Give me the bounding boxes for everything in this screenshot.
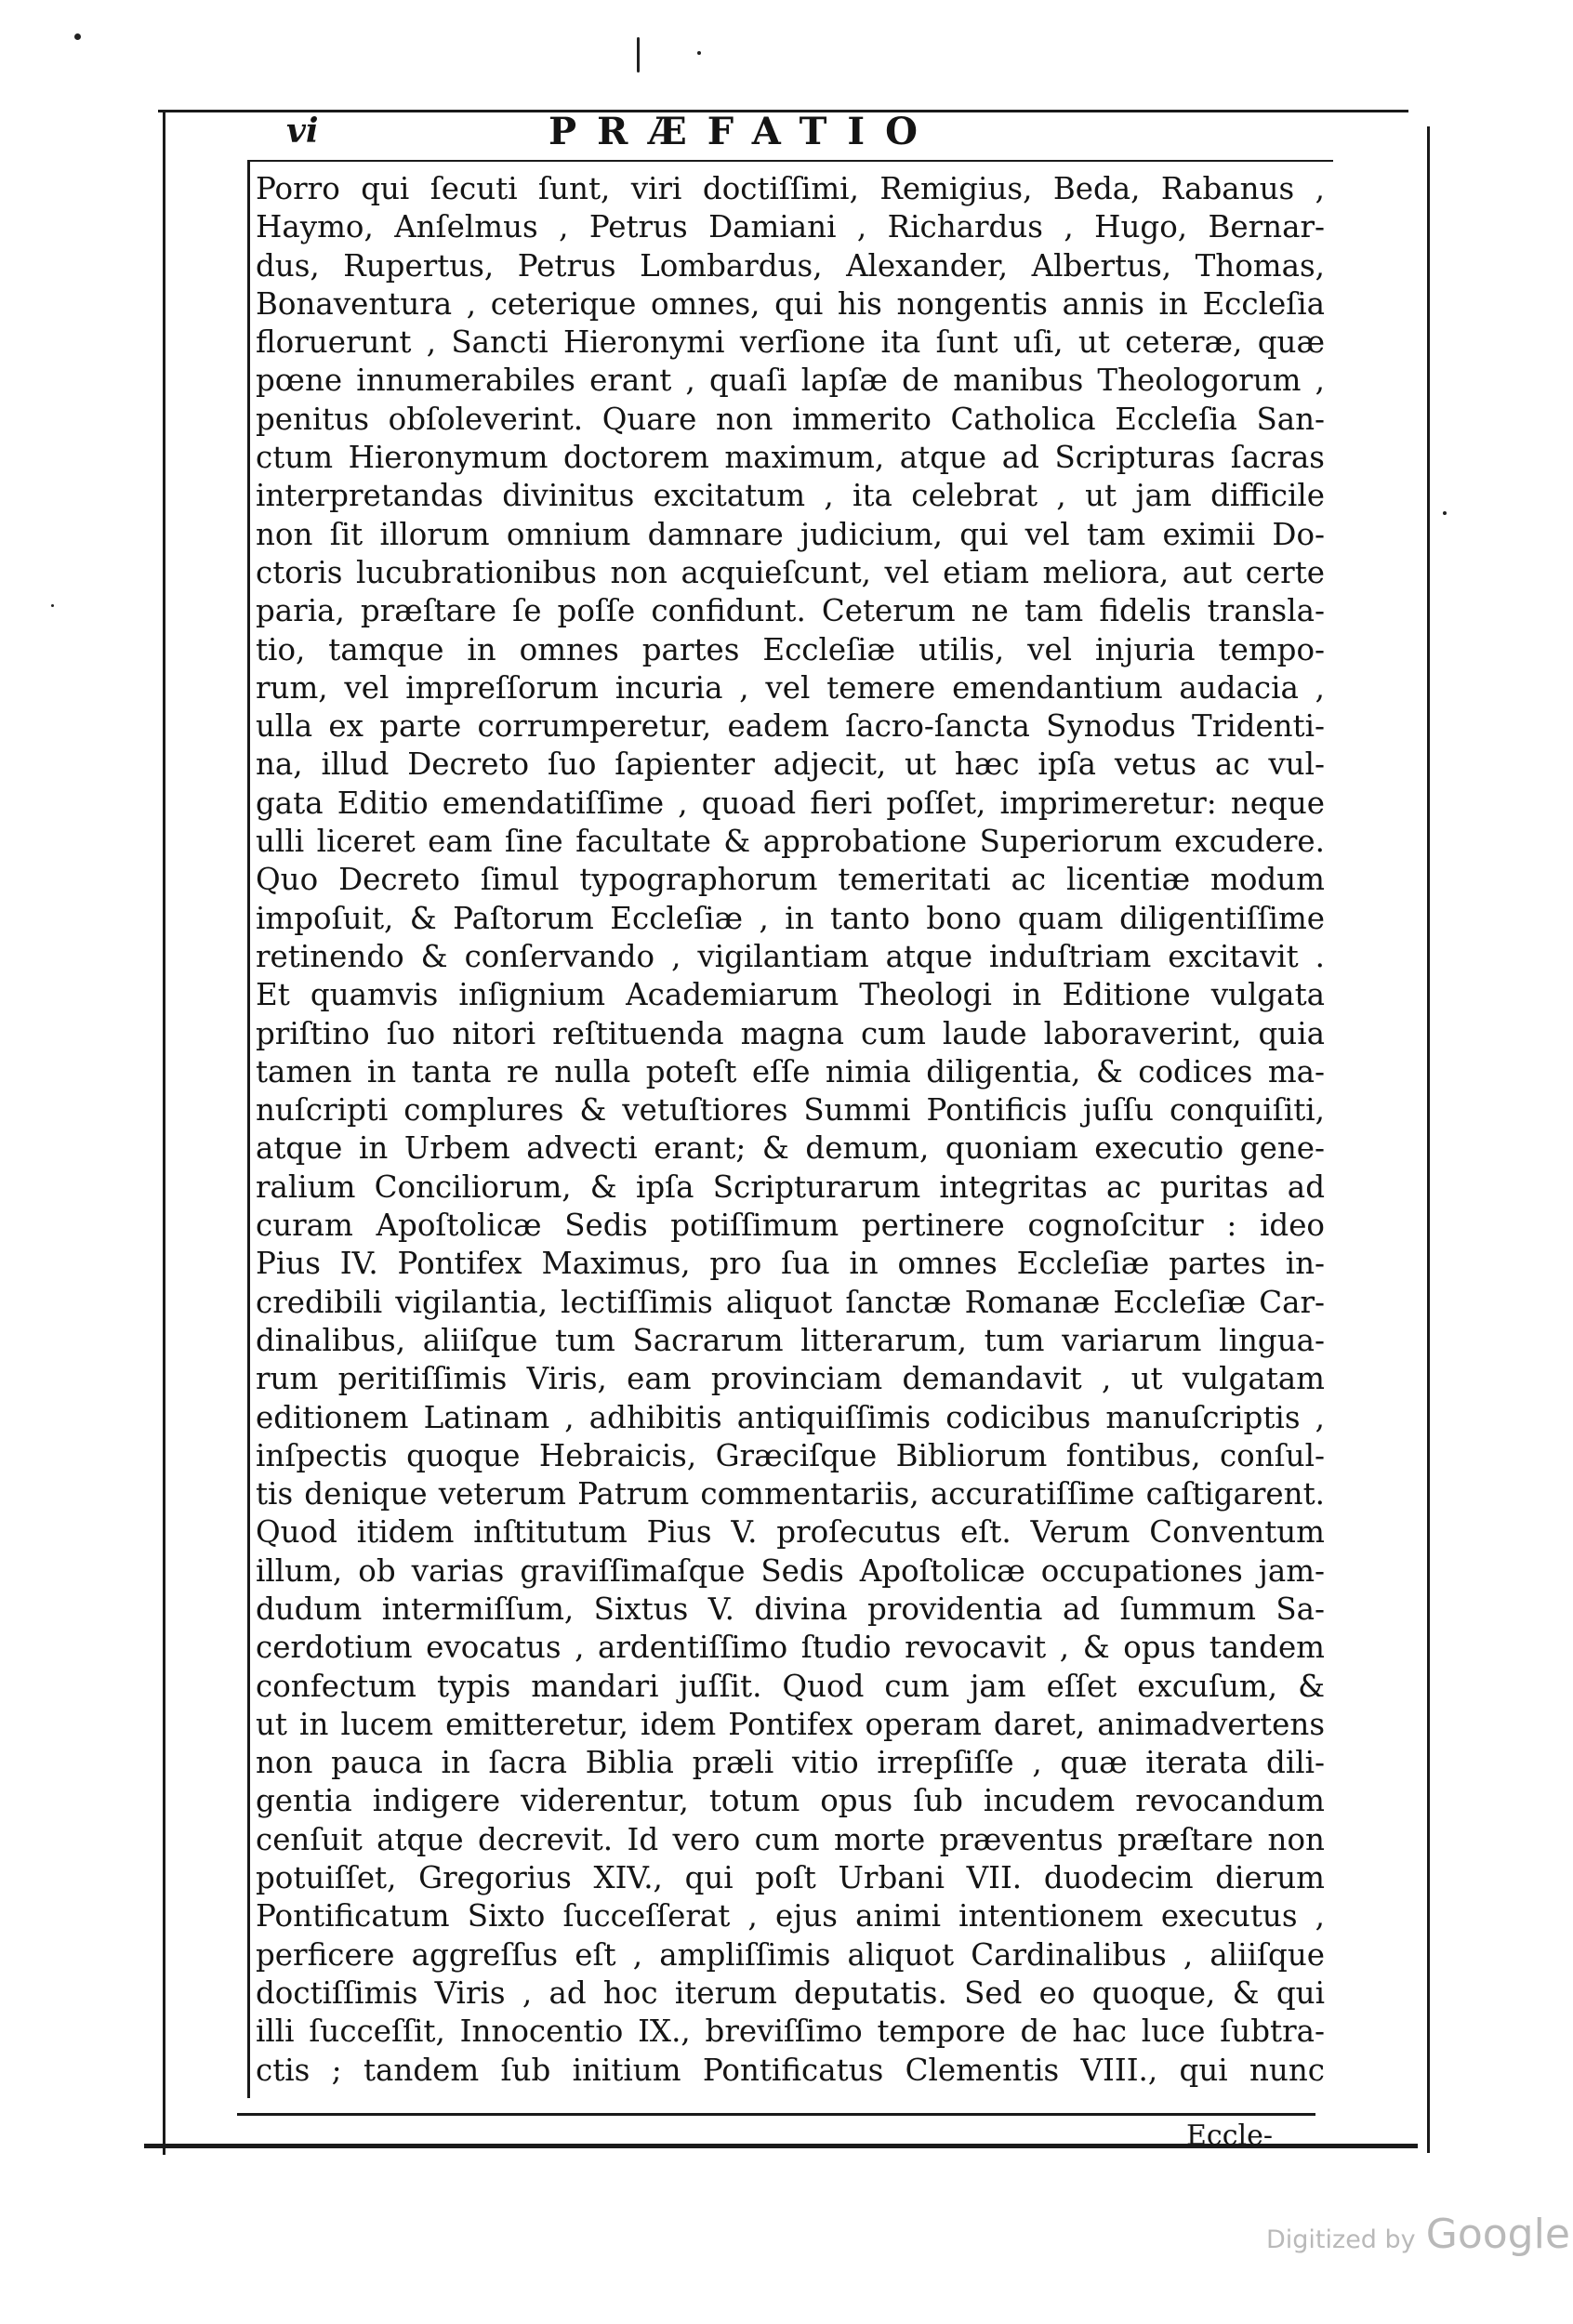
text-block-rule-bottom	[237, 2113, 1315, 2116]
text-line: tamen in tanta re nulla poteſt eſſe nimia diligentia, & codices ma-	[256, 1053, 1325, 1089]
text-line: interpretandas divinitus excitatum , ita celebrat , ut jam difficile	[256, 478, 1325, 514]
page-border-right	[1427, 126, 1430, 2153]
ink-speck	[637, 37, 640, 73]
text-line: na, illud Decreto ſuo ſapienter adjecit, ut hæc ipſa vetus ac vul-	[256, 746, 1325, 783]
text-line: rum, vel impreſſorum incuria , vel temere emendantium audacia ,	[256, 669, 1325, 706]
watermark-prefix: Digitized by	[1266, 2225, 1416, 2254]
text-line: Quod itidem inſtitutum Pius V. proſecutus eſt. Verum Conventum	[256, 1514, 1325, 1551]
text-line: atque in Urbem advecti erant; & demum, quoniam executio gene-	[256, 1130, 1325, 1167]
text-line: Bonaventura , ceterique omnes, qui his nongentis annis in Eccleſia	[256, 285, 1325, 322]
text-line: doctiſſimis Viris , ad hoc iterum deputatis. Sed eo quoque, & qui	[256, 1974, 1325, 2011]
text-line: pœne innumerabiles erant , quaſi lapſæ de manibus Theologorum ,	[256, 363, 1325, 399]
text-line: floruerunt , Sancti Hieronymi verſione ita ſunt uſi, ut ceteræ, quæ	[256, 324, 1325, 361]
text-line: confectum typis mandari juſſit. Quod cum jam eſſet excuſum, &	[256, 1668, 1325, 1704]
text-line: nuſcripti complures & vetuſtiores Summi Pontificis juſſu conquiſiti,	[256, 1092, 1325, 1129]
text-line: potuiſſet, Gregorius XIV., qui poſt Urbani VII. duodecim dierum	[256, 1860, 1325, 1896]
running-head-text: PRÆFATIO	[549, 110, 938, 153]
text-block-rule-top	[249, 160, 1333, 162]
text-line: priſtino ſuo nitori reſtituenda magna cum laude laboraverint, quia	[256, 1015, 1325, 1051]
text-line: rum peritiſſimis Viris, eam provinciam demandavit , ut vulgatam	[256, 1361, 1325, 1397]
text-line: impoſuit, & Paſtorum Eccleſiæ , in tanto bono quam diligentiſſime	[256, 900, 1325, 936]
text-line: Pius IV. Pontifex Maximus, pro ſua in omnes Eccleſiæ partes in-	[256, 1246, 1325, 1282]
text-line: retinendo & conſervando , vigilantiam atque induſtriam excitavit .	[256, 938, 1325, 974]
text-line: tio, tamque in omnes partes Eccleſiæ utilis, vel injuria tempo-	[256, 631, 1325, 667]
text-line: non pauca in ſacra Biblia præli vitio irrepſiſſe , quæ iterata dili-	[256, 1745, 1325, 1781]
text-line: penitus obſoleverint. Quare non immerito Catholica Eccleſia San-	[256, 401, 1325, 437]
text-line: cenſuit atque decrevit. Id vero cum morte præventus præſtare non	[256, 1821, 1325, 1857]
text-line: ut in lucem emitteretur, idem Pontifex operam daret, animadvertens	[256, 1706, 1325, 1742]
text-line: illum, ob varias graviſſimaſque Sedis Apoſtolicæ occupationes jam-	[256, 1552, 1325, 1589]
text-line: illi ſucceſſit, Innocentio IX., breviſſimo tempore de hac luce ſubtra-	[256, 2014, 1325, 2050]
text-line: ralium Conciliorum, & ipſa Scripturarum integritas ac puritas ad	[256, 1169, 1325, 1205]
text-line: editionem Latinam , adhibitis antiquiſſimis codicibus manuſcriptis ,	[256, 1399, 1325, 1435]
ink-speck	[51, 604, 54, 607]
text-line: paria, præſtare ſe poſſe confidunt. Ceterum ne tam fidelis transla-	[256, 593, 1325, 629]
text-line: non ſit illorum omnium damnare judicium, qui vel tam eximii Do-	[256, 516, 1325, 552]
text-line: ctis ; tandem ſub initium Pontificatus Clementis VIII., qui nunc	[256, 2052, 1325, 2088]
text-line: credibili vigilantia, lectiſſimis aliquot ſanctæ Romanæ Eccleſiæ Car-	[256, 1284, 1325, 1320]
body-text	[256, 170, 1325, 2090]
ink-speck	[74, 33, 81, 40]
text-line: Quo Decreto ſimul typographorum temeritati ac licentiæ modum	[256, 862, 1325, 898]
text-line: dudum intermiſſum, Sixtus V. divina providentia ad ſummum Sa-	[256, 1591, 1325, 1627]
text-line: tis denique veterum Patrum commentariis, accuratiſſime caſtigarent.	[256, 1476, 1325, 1512]
text-line: ctum Hieronymum doctorem maximum, atque ad Scripturas ſacras	[256, 440, 1325, 476]
text-line: perficere aggreſſus eſt , ampliſſimis aliquot Cardinalibus , aliiſque	[256, 1936, 1325, 1973]
text-line: dinalibus, aliiſque tum Sacrarum litterarum, tum variarum lingua-	[256, 1322, 1325, 1358]
text-line: Pontificatum Sixto ſucceſſerat , ejus animi intentionem executus ,	[256, 1898, 1325, 1934]
catchword: Eccle-	[1186, 2119, 1273, 2152]
ink-speck	[697, 51, 701, 55]
page-border-left	[163, 110, 165, 2155]
text-line: Et quamvis inſignium Academiarum Theologi in Editione vulgata	[256, 977, 1325, 1013]
text-line: ctoris lucubrationibus non acquieſcunt, vel etiam meliora, aut certe	[256, 554, 1325, 590]
text-line: Haymo, Anſelmus , Petrus Damiani , Richardus , Hugo, Bernar-	[256, 209, 1325, 245]
text-line: Porro qui ſecuti ſunt, viri doctiſſimi, Remigius, Beda, Rabanus ,	[256, 171, 1325, 206]
text-line: ulli liceret eam ſine facultate & approbatione Superiorum excudere.	[256, 824, 1325, 860]
text-line: dus, Rupertus, Petrus Lombardus, Alexander, Albertus, Thomas,	[256, 247, 1325, 284]
text-line: cerdotium evocatus , ardentiſſimo ſtudio revocavit , & opus tandem	[256, 1630, 1325, 1666]
text-line: ulla ex parte corrumperetur, eadem ſacro-ſancta Synodus Tridenti-	[256, 708, 1325, 745]
text-line: inſpectis quoque Hebraicis, Græciſque Bibliorum fontibus, conſul-	[256, 1437, 1325, 1473]
running-head	[549, 110, 938, 153]
text-line: gentia indigere viderentur, totum opus ſub incudem revocandum	[256, 1783, 1325, 1819]
text-line: curam Apoſtolicæ Sedis potiſſimum pertinere cognoſcitur : ideo	[256, 1208, 1325, 1244]
digitized-watermark	[1266, 2211, 1570, 2258]
text-block-rule-left	[247, 160, 250, 2098]
page-number: vi	[286, 112, 319, 151]
watermark-brand: Google	[1425, 2211, 1570, 2258]
ink-speck	[1443, 511, 1447, 515]
text-line: gata Editio emendatiſſime , quoad fieri poſſet, imprimeretur: neque	[256, 785, 1325, 821]
